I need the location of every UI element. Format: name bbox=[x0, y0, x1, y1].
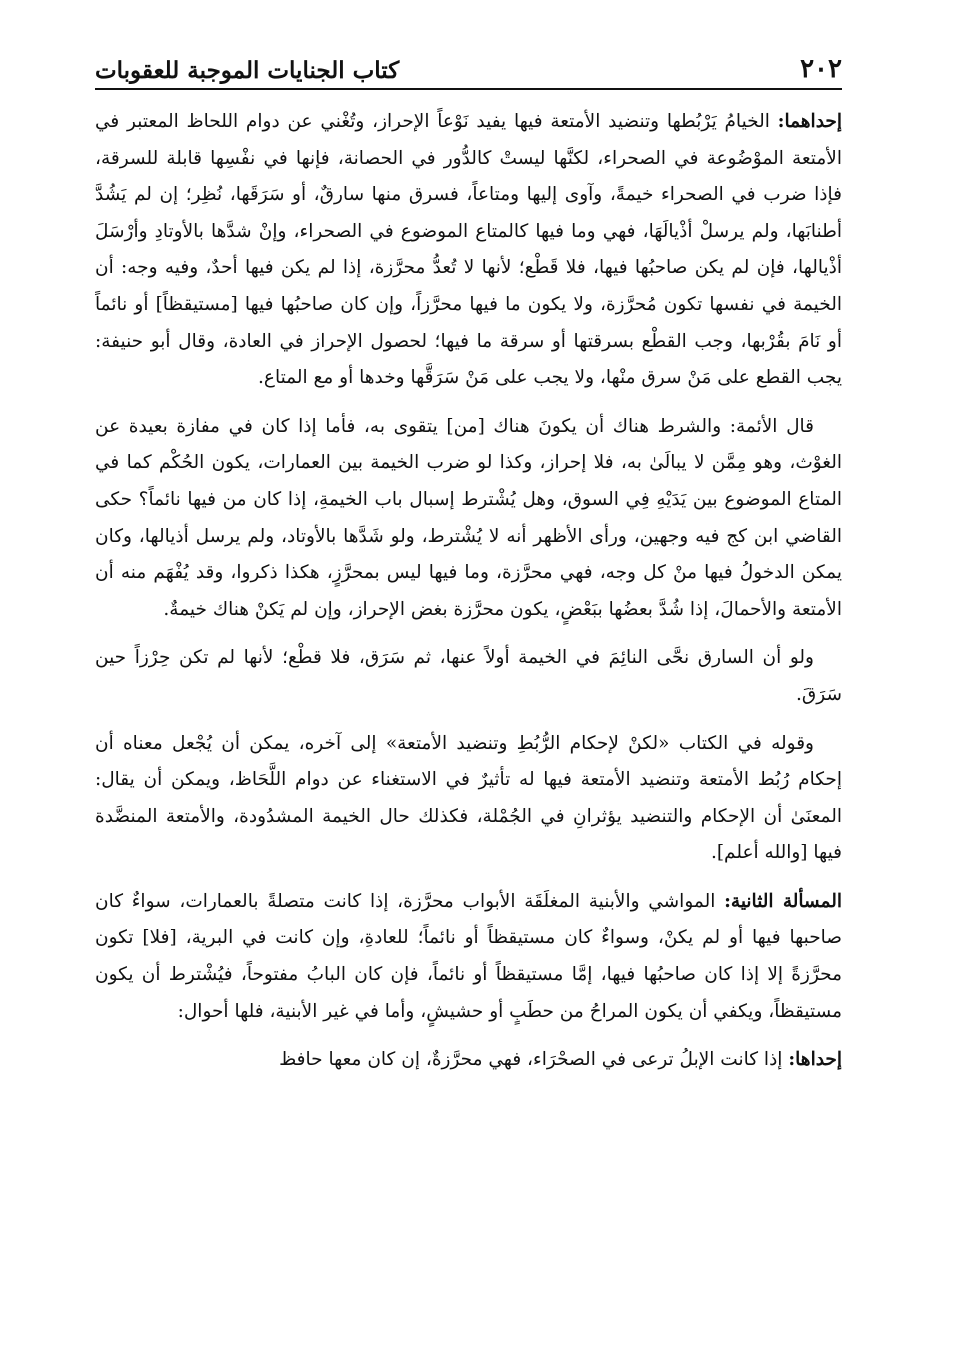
paragraph-commentary bbox=[95, 726, 842, 872]
paragraph-lead: إحداها: bbox=[788, 1049, 842, 1071]
page-number: ٢٠٢ bbox=[800, 54, 842, 84]
paragraph-sleeper bbox=[95, 640, 842, 713]
running-title: كتاب الجنايات الموجبة للعقوبات bbox=[95, 57, 400, 84]
paragraph-text: المواشي والأبنية المغلَقَة الأبواب محرَّزة، إذا كانت متصلةً بالعمارات، سواءٌ كان صاحبها فيها أو لم يكنْ، وسواءٌ كان مستيقظاً أو نائماً؛ للعادةِ، وإن كانت في البرية، [فلا] تكون محرَّزةً إلا إذا كان صاحبُها فيها، إمَّا مستيقظاً أو نائماً، فإن كان البابُ مفتوحاً، فيُشْترط أن يكون مستيقظاً، ويكفي أن يكون المراحُ من حطَبٍ أو حشيشٍ، وأما في غير الأبنية، فلها أحوال: bbox=[95, 890, 842, 1022]
paragraph-lead: المسألة الثانية: bbox=[724, 890, 842, 912]
paragraph-lead: إحداهما: bbox=[777, 111, 842, 132]
header-rule bbox=[95, 88, 842, 90]
paragraph-text: قال الأئمة: والشرط هناك أن يكونَ هناك [من] يتقوى به، فأما إذا كان في مفازة بعيدة عن الغوْث، وهو مِمَّن لا يبالَىٰ به، فلا إحراز، وكذا لو ضرب الخيمة بين العمارات، يكون الحُكْم كما في المتاع الموضوع بين يَدَيْهِ فِي السوق، وهل يُشْترط إسبال باب الخيمةِ، إذا كان من فيها نائماً؟ حكى القاضي ابن كج فيه وجهين، ورأى الأظهر أنه لا يُشْترط، ولو شَدَّها بالأوتاد، ولم يرسل أذيالها، وكان يمكن الدخولُ فيها منْ كل وجه، فهي محرَّزة، وما فيها ليس بمحرَّزٍ، هكذا ذكروا، وقد يُفْهَم منه أن الأمتعة والأحمالَ، إذا شُدَّ بعضُها ببَعْضٍ، يكون محرَّزة بغض الإحراز، وإن لم يَكنْ هناك خيمةٌ. bbox=[95, 415, 842, 620]
paragraph-second-issue bbox=[95, 884, 842, 1030]
paragraph-camels bbox=[95, 1042, 842, 1079]
paragraph-text: وقوله في الكتاب «لكنْ لإحكام الرُّبُطِ وتنضيد الأمتعة» إلى آخره، يمكن أن يُجْعل معناه أن إحكام رُبُط الأمتعة وتنضيد الأمتعة فيها له تأثيرٌ في الاستغناء عن دوام اللَّحَاظ، ويمكن أن يقال: المعنَىٰ أن الإحكام والتنضيد يؤثرانِ في الجُمْلة، فكذلك حال الخيمة المشدُودة، والأمتعة المنضَّدة فيها [والله أعلم]. bbox=[95, 732, 842, 864]
page-header bbox=[95, 42, 842, 84]
paragraph-text: الخيامُ يَرْبُطها وتنضيد الأمتعة فيها يفيد نَوْعاً الإحراز، وتُغْني عن دوام اللحاظ المعتبر في الأمتعة الموْضُوعة في الصحراء، لكنَّها ليستْ كالدُّور في الحصانة، فإنها في نفْسِها قابلة للسرقة، فإذا ضرب في الصحراء خيمةً، وآوى إليها ومتاعاً، فسرق منها سارقٌ، أو سَرَقَها، نُظِر؛ إن لم يَشُدَّ أطنابَها، ولم يرسلْ أذْيالَهَا، فهي وما فيها كالمتاع الموضوع في الصحراء، وإنْ شدَّها بالأوتادِ وأرْسَلَ أذْيالها، فإن لم يكن صاحبُها فيها، فلا قَطْع؛ لأنها لا تُعدُّ محرَّزة، إذا لم يكن فيها أحدٌ، وفيه وجه: أن الخيمة في نفسها تكون مُحرَّزة، ولا يكون ما فيها محرَّزاً، وإن كان صاحبُها فيها [مستيقظاً] أو نائماً أو نَامَ بقُرْبها، وجب القطْع بسرقتها أو سرقة ما فيها؛ لحصول الإحراز في العادة، وقال أبو حنيفة: يجب القطع على مَنْ سرق منْها، ولا يجب على مَنْ سَرَقَّها وخدها أو مع المتاع. bbox=[95, 111, 842, 389]
paragraph-first-case bbox=[95, 104, 842, 397]
page-body bbox=[95, 104, 842, 1091]
paragraph-imams bbox=[95, 409, 842, 629]
paragraph-text: ولو أن السارق نحَّى النائِمَ في الخيمة أولاً عنها، ثم سَرَق، فلا قطْع؛ لأنها لم تكن حِرْزاً حين سَرَقَ. bbox=[95, 647, 842, 705]
paragraph-text: إذا كانت الإبلُ ترعى في الصحْرَاء، فهي محرَّزةٌ، إن كان معها حافظ bbox=[279, 1049, 783, 1071]
